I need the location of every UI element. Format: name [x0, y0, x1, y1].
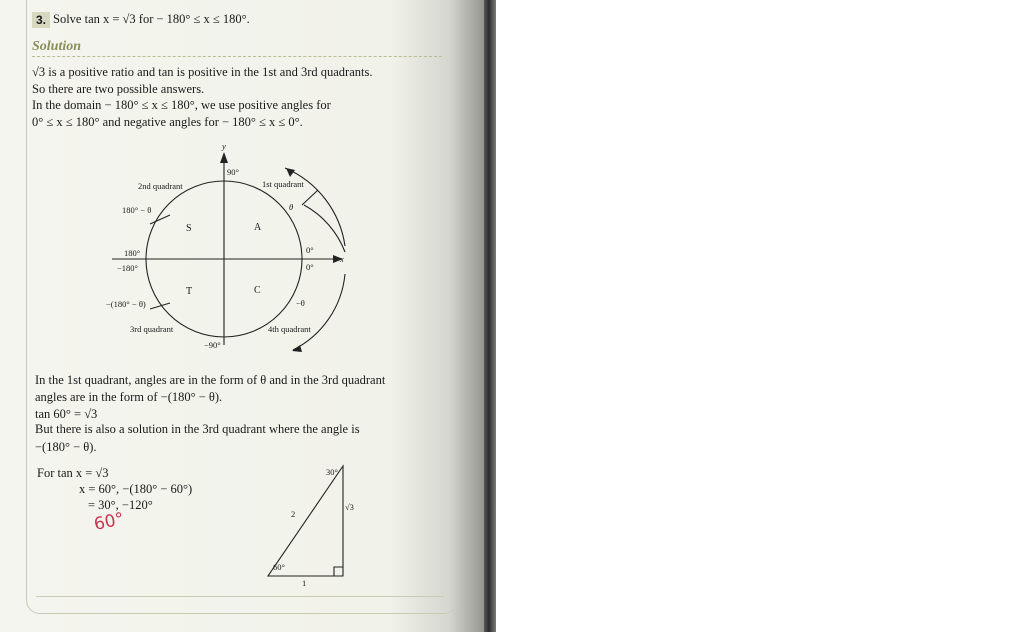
theta-q3: −(180° − θ) [106, 299, 146, 309]
triangle-angle-30: 30° [326, 467, 338, 477]
x-axis-label: x [340, 254, 344, 264]
triangle-vertical-side: √3 [345, 502, 354, 512]
working-line-1: For tan x = √3 [37, 466, 109, 480]
intro-line-4: 0° ≤ x ≤ 180° and negative angles for − 180° ≤ x ≤ 0°. [32, 115, 303, 129]
letter-s: S [186, 223, 192, 234]
explanation-line-1: In the 1st quadrant, angles are in the form of θ and in the 3rd quadrant [35, 373, 386, 387]
angle-0-top: 0° [306, 245, 314, 255]
angle-90: 90° [227, 167, 239, 177]
triangle-base: 1 [302, 578, 307, 588]
letter-t: T [186, 286, 193, 297]
letter-c: C [254, 285, 261, 296]
theta-q2: 180° − θ [122, 205, 152, 215]
explanation-line-3: tan 60° = √3 [35, 407, 98, 421]
theta-q4: −θ [296, 298, 305, 308]
working-line-3: = 30°, −120° [88, 498, 153, 512]
explanation-line-4: But there is also a solution in the 3rd quadrant where the angle is [35, 422, 360, 436]
label-1st-quadrant: 1st quadrant [262, 179, 304, 189]
textbook-page [0, 0, 488, 632]
angle-minus-90: −90° [204, 340, 221, 350]
handwritten-correction: 60° [92, 509, 126, 535]
y-axis-label: y [222, 141, 226, 151]
angle-180: 180° [124, 248, 141, 258]
triangle-angle-60: 60° [273, 562, 285, 572]
triangle-hypotenuse: 2 [291, 509, 296, 519]
working-line-2: x = 60°, −(180° − 60°) [79, 482, 193, 496]
explanation-line-2: angles are in the form of −(180° − θ). [35, 390, 223, 404]
angle-minus-180: −180° [117, 263, 138, 273]
label-3rd-quadrant: 3rd quadrant [130, 324, 174, 334]
book-spine [484, 0, 496, 632]
intro-line-1: √3 is a positive ratio and tan is positive in the 1st and 3rd quadrants. [32, 65, 373, 79]
angle-0-bottom: 0° [306, 262, 314, 272]
explanation-line-5: −(180° − θ). [35, 440, 97, 454]
bottom-divider [36, 596, 444, 597]
question-text: Solve tan x = √3 for − 180° ≤ x ≤ 180°. [53, 12, 250, 26]
solution-heading: Solution [32, 39, 82, 54]
intro-line-2: So there are two possible answers. [32, 82, 205, 96]
label-2nd-quadrant: 2nd quadrant [138, 181, 183, 191]
label-4th-quadrant: 4th quadrant [268, 324, 311, 334]
question-number: 3. [32, 12, 50, 28]
letter-a: A [254, 222, 262, 233]
intro-line-3: In the domain − 180° ≤ x ≤ 180°, we use positive angles for [32, 98, 331, 112]
theta-q1: θ [289, 202, 294, 212]
triangle-diagram [0, 0, 488, 632]
